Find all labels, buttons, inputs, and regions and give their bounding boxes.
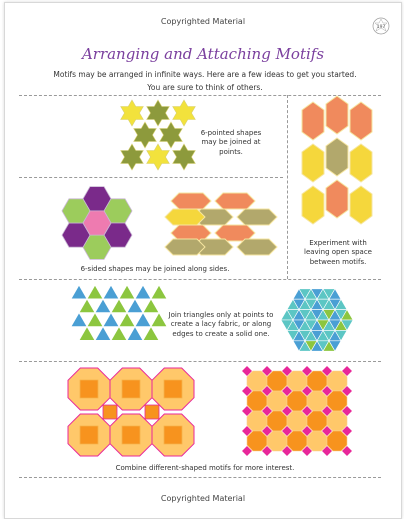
- triangle-shape: [103, 285, 119, 299]
- solid-triangle-hexagon: [275, 283, 359, 357]
- octagon-shape: [287, 391, 307, 411]
- hexagon-flower-motif: [55, 181, 139, 265]
- triangle-shape: [95, 299, 111, 313]
- caption-combine: Combine different-shaped motifs for more interest.: [115, 464, 295, 472]
- triangle-shape: [71, 313, 87, 327]
- octagon-shape: [267, 391, 287, 411]
- triangle-shape: [103, 313, 119, 327]
- octagon-shape: [247, 411, 267, 431]
- intro-line-1: Motifs may be arranged in infinite ways. Here are a few ideas to get you started.: [53, 70, 357, 79]
- caption-triangles-line-3: edges to create a solid one.: [172, 329, 270, 338]
- page-number: 197: [376, 25, 386, 30]
- star-shape: [134, 122, 157, 148]
- caption-open-space-line-1: Experiment with: [309, 239, 367, 247]
- copyright-header: Copyrighted Material: [160, 17, 246, 26]
- elongated-hexagon: [237, 209, 277, 225]
- star-motif-arrangement: [110, 99, 200, 173]
- elongated-hexagon: [350, 144, 372, 182]
- elongated-hexagon: [302, 102, 324, 140]
- octagon-shape: [307, 411, 327, 431]
- elongated-hexagon: [326, 96, 348, 134]
- book-page: [4, 2, 402, 519]
- caption-triangles-line-2: create a lacy fabric, or along: [170, 320, 272, 329]
- octagon-square-arrangement: [67, 367, 201, 465]
- elongated-hexagon: [215, 193, 255, 209]
- caption-open-space-line-3: between motifs.: [309, 257, 367, 266]
- elongated-hexagon: [237, 239, 277, 255]
- intro-line-2: You are sure to think of others.: [147, 83, 263, 92]
- elongated-hexagon: [165, 209, 205, 225]
- caption-hexagons: 6-sided shapes may be joined along sides.: [80, 265, 230, 273]
- triangle-shape: [87, 313, 103, 327]
- caption-stars-line-2: may be joined at: [201, 138, 261, 147]
- triangle-shape: [119, 285, 135, 299]
- caption-triangles-line-1: Join triangles only at points to: [168, 311, 274, 319]
- triangle-shape: [127, 299, 143, 313]
- open-space-hexagon-arrangement: [301, 101, 373, 229]
- elongated-hexagon-arrangement: [171, 189, 277, 257]
- octagon-shape: [267, 431, 287, 451]
- triangle-shape: [87, 285, 103, 299]
- triangle-shape: [143, 299, 159, 313]
- octagon-shape: [307, 371, 327, 391]
- star-shape: [121, 100, 144, 126]
- star-shape: [160, 122, 183, 148]
- page-title: Arranging and Attaching Motifs: [81, 45, 325, 63]
- octagon-shape: [267, 371, 287, 391]
- octagon-shape: [287, 411, 307, 431]
- elongated-hexagon: [165, 239, 205, 255]
- divider-bottom: [19, 477, 381, 478]
- lacy-triangle-arrangement: [69, 283, 165, 357]
- elongated-hexagon: [302, 144, 324, 182]
- elongated-hexagon: [350, 102, 372, 140]
- divider-top: [19, 95, 381, 96]
- page-number-badge: [372, 17, 390, 35]
- triangle-shape: [111, 299, 127, 313]
- divider-after-hexagons: [19, 279, 381, 280]
- square-shape: [145, 405, 159, 419]
- octagon-shape: [247, 391, 267, 411]
- octagon-shape: [287, 431, 307, 451]
- elongated-hexagon: [326, 180, 348, 218]
- octagon-shape: [327, 391, 347, 411]
- caption-open-space: [293, 239, 383, 267]
- triangle-shape: [143, 327, 159, 341]
- octagon-shape: [327, 411, 347, 431]
- elongated-hexagon: [326, 138, 348, 176]
- octagon-shape: [267, 411, 287, 431]
- triangle-shape: [119, 313, 135, 327]
- octagon-shape: [247, 371, 267, 391]
- triangle-shape: [111, 327, 127, 341]
- octagon-shape: [247, 431, 267, 451]
- octagon-shape: [307, 431, 327, 451]
- triangle-shape: [135, 285, 151, 299]
- caption-open-space-line-2: leaving open space: [304, 248, 372, 257]
- triangle-shape: [79, 327, 95, 341]
- caption-stars-line-3: points.: [219, 147, 243, 156]
- square-center: [122, 380, 140, 398]
- caption-stars: [191, 129, 271, 157]
- triangle-shape: [95, 327, 111, 341]
- elongated-hexagon: [350, 186, 372, 224]
- copyright-footer: Copyrighted Material: [160, 494, 246, 503]
- caption-stars-line-1: 6-pointed shapes: [200, 129, 262, 137]
- star-shape: [173, 100, 196, 126]
- octagon-diamond-arrangement: [243, 367, 359, 465]
- square-center: [164, 380, 182, 398]
- divider-after-triangles: [19, 361, 381, 362]
- octagon-shape: [307, 391, 327, 411]
- triangle-shape: [79, 299, 95, 313]
- octagon-shape: [287, 371, 307, 391]
- square-center: [80, 426, 98, 444]
- square-center: [164, 426, 182, 444]
- divider-after-stars: [19, 177, 283, 178]
- star-shape: [121, 144, 144, 170]
- vertical-divider: [287, 95, 288, 279]
- star-shape: [147, 144, 170, 170]
- octagon-shape: [327, 431, 347, 451]
- octagon-shape: [327, 371, 347, 391]
- square-center: [122, 426, 140, 444]
- square-shape: [103, 405, 117, 419]
- elongated-hexagon: [302, 186, 324, 224]
- star-shape: [147, 100, 170, 126]
- caption-triangles: [163, 311, 279, 339]
- elongated-hexagon: [171, 193, 211, 209]
- triangle-shape: [71, 285, 87, 299]
- triangle-shape: [151, 285, 167, 299]
- square-center: [80, 380, 98, 398]
- triangle-shape: [135, 313, 151, 327]
- triangle-shape: [127, 327, 143, 341]
